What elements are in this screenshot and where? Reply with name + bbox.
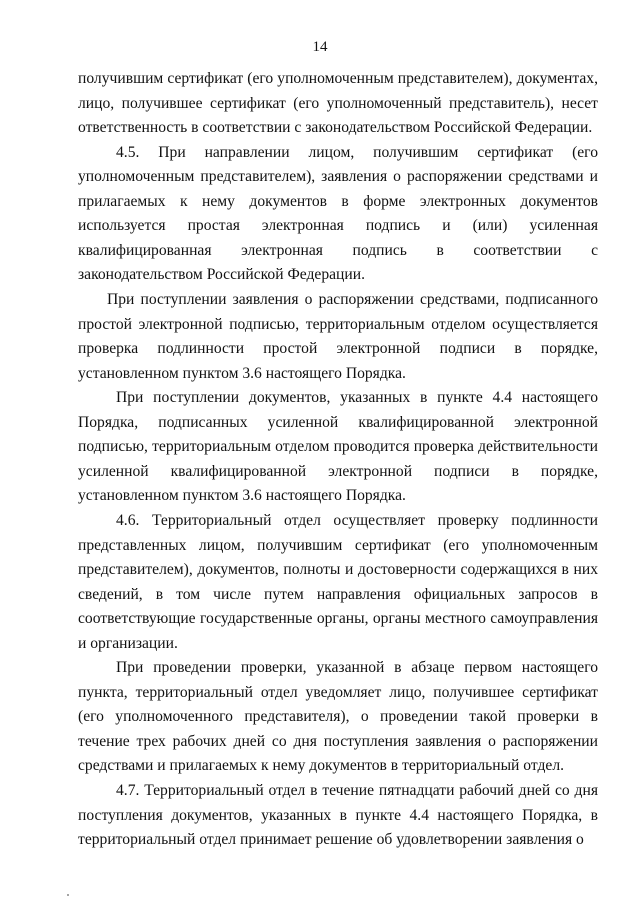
page-number: 14: [312, 39, 328, 55]
paragraph-4-6: 4.6. Территориальный отдел осуществляет проверку подлинности представленных лицом, получившим сертификат (его уполномоченным представителем), документов, полноты и достоверности содержащихся в них сведений, в том числе путем направления официальных запросов в соответствующие государственные органы, органы местного самоуправления и организации.: [78, 512, 598, 652]
paragraph-simple-signature-check: При поступлении заявления о распоряжении средствами, подписанного простой электронной подписью, территориальным отделом осуществляется проверка подлинности простой электронной подписи в порядке, установленном пунктом 3.6 настоящего Порядка.: [78, 291, 598, 382]
paragraph-verification-notice: При проведении проверки, указанной в абзаце первом настоящего пункта, территориальный отдел уведомляет лицо, получившее сертификат (его уполномоченного представителя), о проведении такой проверки в течение трех рабочих дней со дня поступления заявления о распоряжении средствами и прилагаемых к нему документов в территориальный отдел.: [78, 659, 598, 775]
paragraph-4-5: 4.5. При направлении лицом, получившим сертификат (его уполномоченным представителем), заявления о распоряжении средствами и прилагаемых к нему документов в форме электронных документов используется простая электронная подпись и (или) усиленная квалифицированная электронная подпись в соответствии с законодательством Российской Федерации.: [78, 143, 598, 284]
paragraph-continuation: получившим сертификат (его уполномоченным представителем), документах, лицо, получившее сертификат (его уполномоченный представитель), несет ответственность в соответствии с законодательством Российской Федерации.: [78, 70, 598, 136]
document-body: [78, 67, 598, 853]
paragraph-qualified-signature-check: При поступлении документов, указанных в пункте 4.4 настоящего Порядка, подписанных усиленной квалифицированной электронной подписью, территориальным отделом проводится проверка действительности усиленной квалифицированной электронной подписи в порядке, установленном пунктом 3.6 настоящего Порядка.: [78, 389, 598, 505]
paragraph-4-7: 4.7. Территориальный отдел в течение пятнадцати рабочий дней со дня поступления документов, указанных в пункте 4.4 настоящего Порядка, в территориальный отдел принимает решение об удовлетворении заявления о: [78, 782, 598, 849]
scan-artifact-dot: [67, 894, 69, 896]
